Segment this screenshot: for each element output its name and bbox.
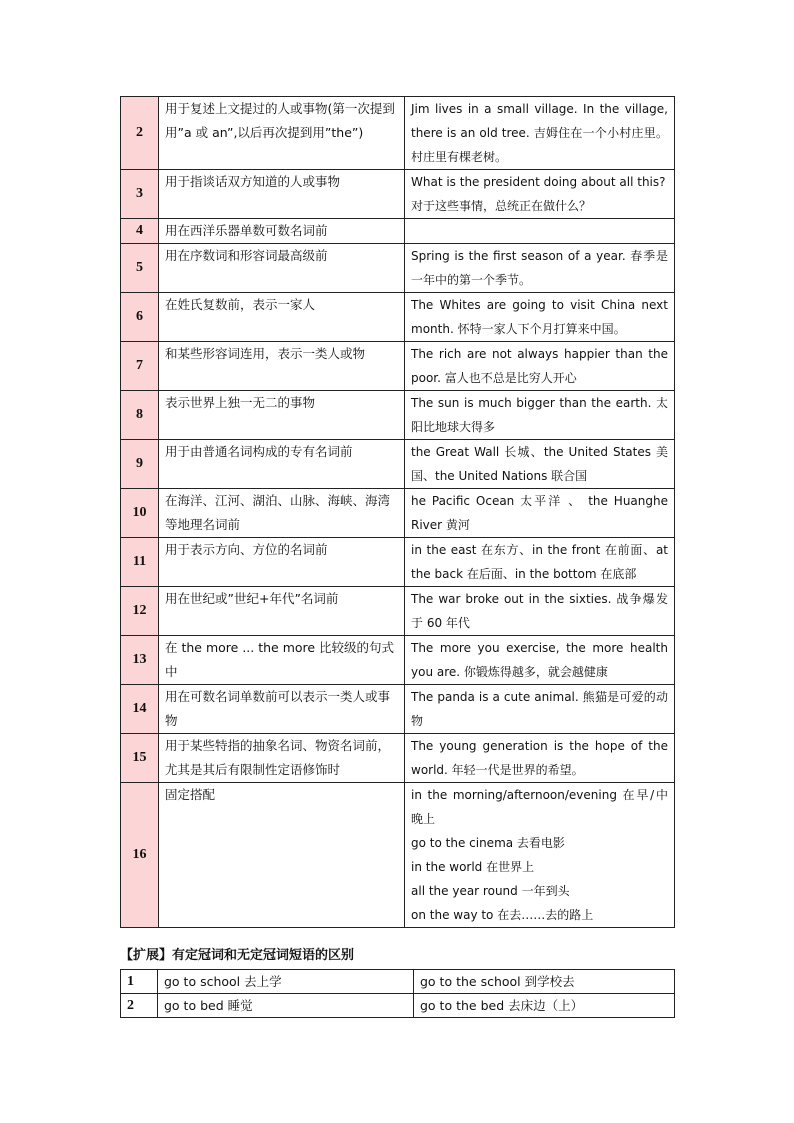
example-cell (405, 244, 675, 293)
row-number: 11 (121, 538, 159, 587)
table-row (121, 489, 675, 538)
row-number: 6 (121, 293, 159, 342)
example-cell (405, 538, 675, 587)
usage-description: 用在西洋乐器单数可数名词前 (159, 219, 405, 244)
example-cell (405, 170, 675, 219)
table-row (121, 219, 675, 244)
example-cell (405, 685, 675, 734)
article-usage-table-body (121, 97, 675, 928)
row-number: 2 (121, 97, 159, 170)
table-row (121, 587, 675, 636)
extension-row (121, 994, 675, 1018)
usage-description: 固定搭配 (159, 783, 405, 928)
table-row (121, 97, 675, 170)
table-row (121, 783, 675, 928)
example-sentence: in the east 在东方、in the front 在前面、at the back 在后面、in the bottom 在底部 (411, 543, 668, 581)
extension-row-number: 1 (121, 970, 158, 994)
table-row (121, 391, 675, 440)
phrase-with-article: go to the school 到学校去 (414, 970, 675, 994)
usage-description: 在姓氏复数前，表示一家人 (159, 293, 405, 342)
example-sentence: 对于这些事情，总统正在做什么？ (411, 199, 592, 213)
example-cell (405, 391, 675, 440)
table-row (121, 244, 675, 293)
extension-table (120, 969, 675, 1018)
row-number: 4 (121, 219, 159, 244)
table-row (121, 440, 675, 489)
row-number: 15 (121, 734, 159, 783)
table-row (121, 538, 675, 587)
row-number: 9 (121, 440, 159, 489)
example-sentence: all the year round 一年到头 (411, 884, 570, 898)
example-cell (405, 440, 675, 489)
row-number: 16 (121, 783, 159, 928)
example-sentence: on the way to 在去……去的路上 (411, 908, 594, 922)
table-row (121, 636, 675, 685)
example-sentence: The panda is a cute animal. 熊猫是可爱的动物 (411, 690, 668, 728)
usage-description: 表示世界上独一无二的事物 (159, 391, 405, 440)
usage-description: 用在序数词和形容词最高级前 (159, 244, 405, 293)
article-usage-table (120, 96, 675, 928)
usage-description: 用在可数名词单数前可以表示一类人或事物 (159, 685, 405, 734)
example-cell (405, 489, 675, 538)
example-sentence: go to the cinema 去看电影 (411, 836, 565, 850)
table-row (121, 170, 675, 219)
usage-description: 用在世纪或”世纪+年代”名词前 (159, 587, 405, 636)
extension-table-body (121, 970, 675, 1018)
example-sentence: Spring is the first season of a year. 春季是一年中的第一个季节。 (411, 249, 668, 287)
extension-row-number: 2 (121, 994, 158, 1018)
phrase-without-article: go to bed 睡觉 (158, 994, 414, 1018)
example-sentence: The young generation is the hope of the world. 年轻一代是世界的希望。 (411, 739, 668, 777)
table-row (121, 293, 675, 342)
example-sentence: Jim lives in a small village. In the village, there is an old tree. 吉姆住在一个小村庄里。村庄里有棵老树。 (411, 102, 668, 164)
example-sentence: in the morning/afternoon/evening 在早/中晚上 (411, 788, 668, 826)
usage-description: 在 the more ... the more 比较级的句式中 (159, 636, 405, 685)
usage-description: 用于表示方向、方位的名词前 (159, 538, 405, 587)
usage-description: 用于复述上文提过的人或事物(第一次提到用”a 或 an”,以后再次提到用”the”) (159, 97, 405, 170)
example-sentence: The Whites are going to visit China next month. 怀特一家人下个月打算来中国。 (411, 298, 668, 336)
example-sentence: The more you exercise, the more health you are. 你锻炼得越多，就会越健康 (411, 641, 668, 679)
row-number: 3 (121, 170, 159, 219)
example-cell (405, 636, 675, 685)
row-number: 5 (121, 244, 159, 293)
example-sentence: The war broke out in the sixties. 战争爆发于 60 年代 (411, 592, 668, 630)
extension-row (121, 970, 675, 994)
row-number: 12 (121, 587, 159, 636)
row-number: 10 (121, 489, 159, 538)
example-sentence: in the world 在世界上 (411, 860, 535, 874)
example-cell (405, 783, 675, 928)
example-sentence: The sun is much bigger than the earth. 太阳比地球大得多 (411, 396, 668, 434)
example-sentence: The rich are not always happier than the poor. 富人也不总是比穷人开心 (411, 347, 668, 385)
usage-description: 用于由普通名词构成的专有名词前 (159, 440, 405, 489)
example-cell (405, 219, 675, 244)
table-row (121, 342, 675, 391)
table-row (121, 734, 675, 783)
usage-description: 在海洋、江河、湖泊、山脉、海峡、海湾等地理名词前 (159, 489, 405, 538)
row-number: 13 (121, 636, 159, 685)
usage-description: 和某些形容词连用，表示一类人或物 (159, 342, 405, 391)
row-number: 8 (121, 391, 159, 440)
example-cell (405, 587, 675, 636)
row-number: 7 (121, 342, 159, 391)
usage-description: 用于指谈话双方知道的人或事物 (159, 170, 405, 219)
phrase-without-article: go to school 去上学 (158, 970, 414, 994)
example-sentence: What is the president doing about all this? (411, 175, 666, 189)
example-cell (405, 293, 675, 342)
phrase-with-article: go to the bed 去床边（上） (414, 994, 675, 1018)
example-cell (405, 342, 675, 391)
extension-title: 【扩展】有定冠词和无定冠词短语的区别 (120, 948, 355, 963)
usage-description: 用于某些特指的抽象名词、物资名词前，尤其是其后有限制性定语修饰时 (159, 734, 405, 783)
example-sentence: the Great Wall 长城、the United States 美国、the United Nations 联合国 (411, 445, 668, 483)
example-cell (405, 97, 675, 170)
table-row (121, 685, 675, 734)
row-number: 14 (121, 685, 159, 734)
example-sentence: he Pacific Ocean 太平洋 、 the Huanghe River 黄河 (411, 494, 668, 532)
example-cell (405, 734, 675, 783)
